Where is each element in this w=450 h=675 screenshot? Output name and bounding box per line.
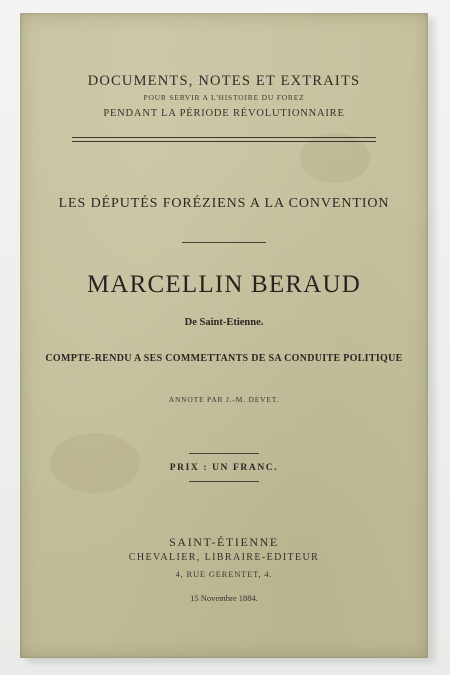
price-rule-bottom <box>189 481 259 482</box>
publication-city: SAINT-ÉTIENNE <box>169 535 279 549</box>
series-subtitle: POUR SERVIR A L'HISTOIRE DU FOREZ <box>143 93 305 102</box>
collection-title: LES DÉPUTÉS FORÉZIENS A LA CONVENTION <box>58 196 390 211</box>
short-rule-divider <box>182 242 266 243</box>
publisher-name: CHEVALIER, LIBRAIRE-EDITEUR <box>128 552 320 563</box>
series-title: DOCUMENTS, NOTES ET EXTRAITS <box>87 73 361 89</box>
price-label: PRIX : UN FRANC. <box>169 463 279 473</box>
publication-date: 15 Novembre 1884. <box>190 593 258 603</box>
series-subtitle-period: PENDANT LA PÉRIODE RÉVOLUTIONNAIRE <box>103 108 345 119</box>
subtitle: COMPTE-RENDU A SES COMMETTANTS DE SA CONDUITE POLITIQUE <box>45 353 403 364</box>
publisher-address: 4, RUE GERENTET, 4. <box>175 569 273 579</box>
price-rule-top <box>189 453 259 454</box>
origin-line: De Saint-Etienne. <box>184 317 264 328</box>
annotator-line: ANNOTE PAR J.-M. DEVET. <box>168 395 280 404</box>
double-rule-divider <box>72 137 376 142</box>
pamphlet-cover <box>20 13 428 658</box>
main-title: MARCELLIN BERAUD <box>86 271 362 298</box>
